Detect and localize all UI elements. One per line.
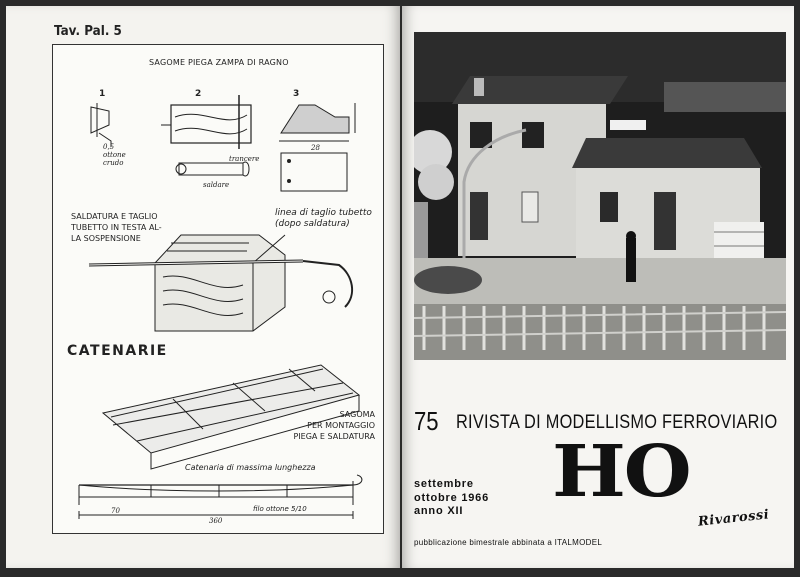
step2-top-label: trancere [229,155,260,163]
step-number-2: 2 [195,89,202,99]
catenary-heading: CATENARIE [67,343,168,359]
brand-signature: Rivarossi [697,507,770,530]
left-page [6,6,400,568]
technical-drawing-plate [52,44,384,534]
issue-volume: anno XII [414,505,464,517]
catenary-caption: Catenaria di massima lunghezza [185,463,316,472]
figure-heading: SAGOME PIEGA ZAMPA DI RAGNO [149,58,289,67]
catenary-dim-left: 70 [111,507,120,515]
plate-label: Tav. Pal. 5 [54,24,122,39]
cut-line-note: linea di taglio tubetto (dopo saldatura) [275,208,372,229]
magazine-title: RIVISTA DI MODELLISMO FERROVIARIO [456,412,778,433]
catenary-wire-note: filo ottone 5/10 [253,505,307,513]
station-illustration [414,32,786,360]
issue-date-block [414,478,489,519]
step3-dimension: 28 [311,144,320,152]
ho-logo: HO [552,429,690,514]
step-number-3: 3 [293,89,300,99]
step2-bottom-label: saldare [203,181,230,189]
issue-number: 75 [414,406,439,436]
solder-caption: SALDATURA E TAGLIO TUBETTO IN TESTA AL- LA SOSPENSIONE [71,212,162,243]
step1-note: 0,5 ottone crudo [103,143,126,167]
right-page-cover [402,6,794,568]
cover-photo-station-model [414,32,786,360]
drawing-lines [53,45,383,533]
issue-year: ottobre 1966 [414,491,490,504]
issue-months: settembre [414,478,474,490]
jig-caption: SAGOMA PER MONTAGGIO PIEGA E SALDATURA [293,410,375,441]
catenary-dim-total: 360 [209,517,223,525]
publication-note: pubblicazione bimestrale abbinata a ITALMODEL [414,538,603,547]
step-number-1: 1 [99,89,106,99]
